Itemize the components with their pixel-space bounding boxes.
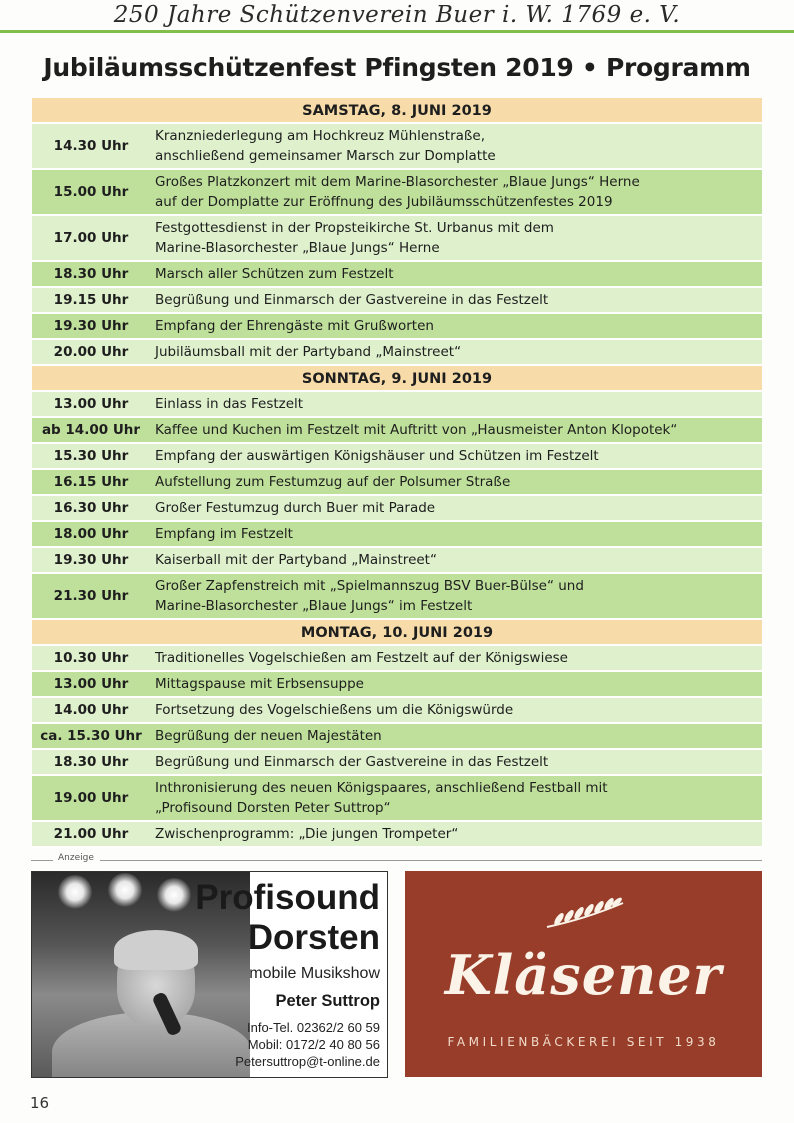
- event-row: [32, 822, 762, 848]
- event-description-line: Festgottesdienst in der Propsteikirche St. Urbanus mit dem: [155, 219, 554, 236]
- event-time: 18.30 Uhr: [53, 754, 129, 770]
- event-description-line: Traditionelles Vogelschießen am Festzelt auf der Königswiese: [155, 649, 568, 666]
- event-time: 19.15 Uhr: [53, 292, 129, 308]
- ad-profisound: [31, 871, 388, 1078]
- event-description: [150, 822, 762, 846]
- event-row: [32, 750, 762, 776]
- event-time: 15.00 Uhr: [53, 184, 129, 200]
- event-description-line: Mittagspause mit Erbsensuppe: [155, 675, 364, 692]
- event-row: [32, 522, 762, 548]
- event-time: 19.00 Uhr: [53, 790, 129, 806]
- event-description-line: Jubiläumsball mit der Partyband „Mainstreet“: [155, 343, 462, 360]
- profisound-phone: Info-Tel. 02362/2 60 59: [247, 1020, 380, 1035]
- event-time: ca. 15.30 Uhr: [40, 728, 142, 744]
- event-description: [150, 340, 762, 364]
- event-description: [150, 574, 762, 618]
- event-time: 13.00 Uhr: [53, 396, 129, 412]
- person-hair: [114, 930, 198, 970]
- event-description-line: anschließend gemeinsamer Marsch zur Domplatte: [155, 148, 496, 164]
- event-description: [150, 444, 762, 468]
- event-description-line: Fortsetzung des Vogelschießens um die Königswürde: [155, 701, 514, 718]
- event-description: [150, 496, 762, 520]
- profisound-name: [195, 878, 380, 958]
- event-description-line: Begrüßung und Einmarsch der Gastvereine in das Festzelt: [155, 291, 549, 308]
- event-time: 15.30 Uhr: [53, 448, 129, 464]
- event-description-line: Zwischenprogramm: „Die jungen Trompeter“: [155, 825, 459, 842]
- event-row: [32, 216, 762, 262]
- event-description-line: Marine-Blasorchester „Blaue Jungs“ Herne: [155, 240, 440, 256]
- event-description: [150, 698, 762, 722]
- event-row: [32, 170, 762, 216]
- day-header: MONTAG, 10. JUNI 2019: [32, 620, 762, 646]
- event-description-line: Kaffee und Kuchen im Festzelt mit Auftritt von „Hausmeister Anton Klopotek“: [155, 421, 678, 438]
- event-description-line: Empfang der Ehrengäste mit Grußworten: [155, 317, 434, 334]
- event-description-line: Begrüßung und Einmarsch der Gastvereine in das Festzelt: [155, 753, 549, 770]
- event-row: [32, 574, 762, 620]
- klaesener-logo: Kläsener: [444, 943, 723, 1007]
- event-description-line: Großes Platzkonzert mit dem Marine-Blasorchester „Blaue Jungs“ Herne: [155, 173, 640, 190]
- running-header: 250 Jahre Schützenverein Buer i. W. 1769 e. V.: [113, 2, 681, 28]
- event-description-line: Aufstellung zum Festumzug auf der Polsumer Straße: [155, 473, 511, 490]
- event-time: 10.30 Uhr: [53, 650, 129, 666]
- event-description-line: Großer Zapfenstreich mit „Spielmannszug BSV Buer-Bülse“ und: [155, 577, 584, 594]
- event-row: [32, 776, 762, 822]
- ad-label: Anzeige: [58, 853, 94, 863]
- profisound-email: Petersuttrop@t-online.de: [235, 1054, 380, 1069]
- event-description: [150, 724, 762, 748]
- event-time: 14.30 Uhr: [53, 138, 129, 154]
- event-row: [32, 646, 762, 672]
- event-time: 18.30 Uhr: [53, 266, 129, 282]
- profisound-mobile: Mobil: 0172/2 40 80 56: [247, 1037, 380, 1052]
- event-time: 13.00 Uhr: [53, 676, 129, 692]
- event-time: 21.00 Uhr: [53, 826, 129, 842]
- header-rule: [0, 30, 794, 33]
- event-time: 18.00 Uhr: [53, 526, 129, 542]
- event-description: [150, 170, 762, 214]
- event-description: [150, 288, 762, 312]
- event-time: 17.00 Uhr: [53, 230, 129, 246]
- page-title: Jubiläumsschützenfest Pfingsten 2019 • Programm: [43, 53, 751, 82]
- klaesener-subtitle: FAMILIENBÄCKEREI SEIT 1938: [447, 1035, 720, 1049]
- event-description-line: Marsch aller Schützen zum Festzelt: [155, 265, 394, 282]
- event-time: 19.30 Uhr: [53, 552, 129, 568]
- event-description: [150, 418, 762, 442]
- profisound-subtitle: mobile Musikshow: [249, 965, 380, 982]
- event-row: [32, 124, 762, 170]
- event-description: [150, 672, 762, 696]
- event-description: [150, 262, 762, 286]
- program-schedule: [32, 98, 762, 848]
- event-row: [32, 672, 762, 698]
- event-time: 14.00 Uhr: [53, 702, 129, 718]
- event-description: [150, 776, 762, 820]
- event-row: [32, 496, 762, 522]
- event-row: [32, 314, 762, 340]
- event-description: [150, 314, 762, 338]
- profisound-name-line2: Dorsten: [247, 918, 380, 957]
- event-description: [150, 522, 762, 546]
- event-description-line: Einlass in das Festzelt: [155, 395, 304, 412]
- event-row: [32, 444, 762, 470]
- event-description: [150, 124, 762, 168]
- profisound-person: Peter Suttrop: [275, 992, 380, 1010]
- event-description: [150, 750, 762, 774]
- event-row: [32, 392, 762, 418]
- event-row: [32, 418, 762, 444]
- event-row: [32, 288, 762, 314]
- event-description: [150, 470, 762, 494]
- event-description-line: Kaiserball mit der Partyband „Mainstreet“: [155, 551, 437, 568]
- event-description: [150, 646, 762, 670]
- event-description-line: Empfang der auswärtigen Königshäuser und Schützen im Festzelt: [155, 447, 599, 464]
- event-row: [32, 724, 762, 750]
- event-description-line: Kranzniederlegung am Hochkreuz Mühlenstraße,: [155, 127, 485, 144]
- profisound-contact: [235, 1019, 380, 1070]
- event-time: 20.00 Uhr: [53, 344, 129, 360]
- event-time: ab 14.00 Uhr: [41, 422, 141, 438]
- event-description: [150, 216, 762, 260]
- event-description: [150, 548, 762, 572]
- ad-divider-right: [100, 860, 762, 861]
- profisound-name-line1: Profisound: [195, 878, 380, 917]
- event-row: [32, 340, 762, 366]
- event-row: [32, 470, 762, 496]
- event-row: [32, 698, 762, 724]
- day-header: SONNTAG, 9. JUNI 2019: [32, 366, 762, 392]
- event-description-line: Begrüßung der neuen Majestäten: [155, 727, 382, 744]
- event-time: 16.15 Uhr: [53, 474, 129, 490]
- event-time: 16.30 Uhr: [53, 500, 129, 516]
- event-description: [150, 392, 762, 416]
- page-number: 16: [30, 1094, 50, 1112]
- event-row: [32, 262, 762, 288]
- event-description-line: Empfang im Festzelt: [155, 525, 293, 542]
- ad-divider-left: [31, 860, 53, 861]
- event-row: [32, 548, 762, 574]
- event-description-line: auf der Domplatte zur Eröffnung des Jubiläumsschützenfestes 2019: [155, 194, 613, 210]
- event-time: 19.30 Uhr: [53, 318, 129, 334]
- wheat-icon: [545, 897, 625, 931]
- event-description-line: Inthronisierung des neuen Königspaares, anschließend Festball mit: [155, 779, 608, 796]
- event-description-line: „Profisound Dorsten Peter Suttrop“: [155, 800, 391, 816]
- ad-klaesener: [405, 871, 762, 1077]
- stage-light: [157, 878, 191, 912]
- event-time: 21.30 Uhr: [53, 588, 129, 604]
- stage-light: [108, 873, 142, 907]
- day-header: SAMSTAG, 8. JUNI 2019: [32, 98, 762, 124]
- event-description-line: Marine-Blasorchester „Blaue Jungs“ im Festzelt: [155, 598, 473, 614]
- stage-light: [58, 875, 92, 909]
- event-description-line: Großer Festumzug durch Buer mit Parade: [155, 499, 436, 516]
